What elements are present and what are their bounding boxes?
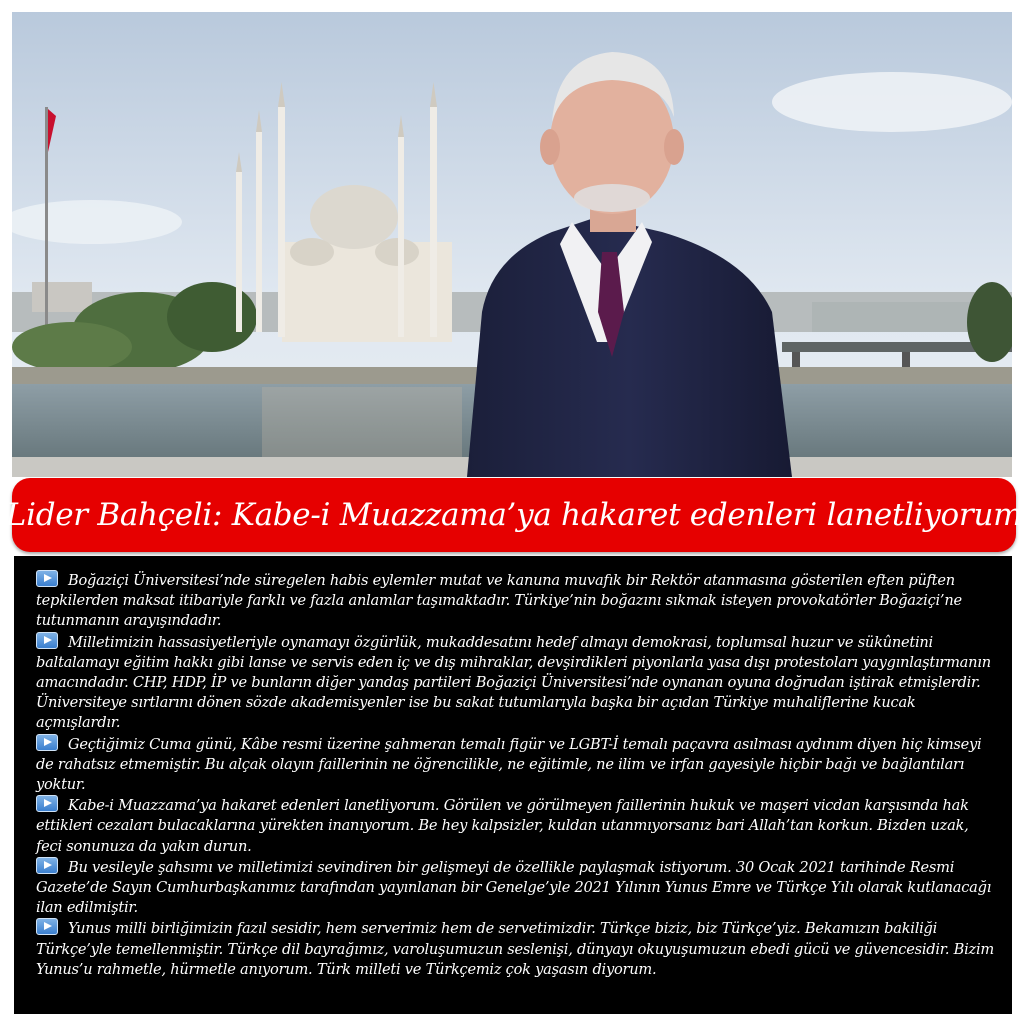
play-button-icon — [36, 734, 58, 751]
photo-illustration — [12, 12, 1012, 477]
paragraph-text: Bu vesileyle şahsımı ve milletimizi sevindiren bir gelişmeyi de özellikle paylaşmak istiyorum. 30 Ocak 2021 tarihinde Resmi Gazete’de Sayın Cumhurbaşkanımız tarafından yayınlanan bir Genelge’yle 2021 Yılının Yunus Emre ve Türkçe Yılı olarak kutlanacağı ilan edilmiştir. — [36, 858, 992, 917]
paragraph — [36, 918, 996, 980]
paragraph-text: Yunus milli birliğimizin fazıl sesidir, hem serverimiz hem de servetimizdir. Türkçe biziz, biz Türkçe’yiz. Bekamızın bakiliği Türkçe’yle temellenmiştir. Türkçe dil bayrağımız, varoluşumuzun seslenişi, dünyayı okuyuşumuzun ebedi gücü ve güvencesidir. Bizim Yunus’u rahmetle, hürmetle anıyorum. Türk milleti ve Türkçemiz çok yaşasın diyorum. — [36, 920, 995, 978]
paragraph-text: Boğaziçi Üniversitesi’nde süregelen habis eylemler mutat ve kanuna muvafık bir Rektör atanmasına gösterilen eften püften tepkilerden maksat itibariyle farklı ve fazla anlamlar taşımaktadır. Türkiye’nin boğazını sıkmak isteyen provokatörler Boğaziçi’ne tutunmanın arayışındadır. — [36, 572, 962, 630]
play-button-icon — [36, 795, 58, 812]
paragraph-text: Milletimizin hassasiyetleriyle oynamayı özgürlük, mukaddesatını hedef almayı demokrasi, toplumsal huzur ve sükûnetini baltalamayı eğitim hakkı gibi lanse ve servis eden iç ve dış mihraklar, devşirdikleri piyonlarla yasa dışı protestoları yaygınlaştırmanın amacındadır. CHP, HDP, İP ve bunların diğer yandaş partileri Boğaziçi Üniversitesi’nde oynanan oyuna doğrudan iştirak etmişlerdir. Üniversiteye sırtlarını dönen sözde akademisyenler ise bu sakat tutumlarıyla başka bir açıdan Türkiye muhaliflerine kucak açmışlardır. — [36, 633, 991, 732]
statement-text-panel — [14, 556, 1012, 1014]
paragraph-text: Kabe-i Muazzama’ya hakaret edenleri lanetliyorum. Görülen ve görülmeyen faillerinin hukuk ve maşeri vicdan karşısında hak ettikleri cezaları bulacaklarına yürekten inanıyorum. Be hey kalpsizler, kuldan utanmıyorsanız bari Allah’tan korkun. Bizden uzak, feci sonunuza da yakın durun. — [36, 797, 969, 855]
headline-title: Lider Bahçeli: Kabe-i Muazzama’ya hakaret edenleri lanetliyorum — [5, 497, 1023, 533]
play-button-icon — [36, 918, 58, 935]
play-button-icon — [36, 857, 58, 874]
paragraph — [36, 857, 996, 919]
paragraph — [36, 632, 996, 734]
play-button-icon — [36, 632, 58, 649]
headline-banner — [5, 478, 1023, 552]
paragraph — [36, 795, 996, 857]
paragraph — [36, 734, 996, 796]
paragraph-text: Geçtiğimiz Cuma günü, Kâbe resmi üzerine şahmeran temalı figür ve LGBT-İ temalı paçavra asılması aydınım diyen hiç kimseyi de rahatsız etmemiştir. Bu alçak olayın faillerinin ne öğrencilikle, ne eğitimle, ne ilim ve irfan gayesiyle hiçbir bağı ve bağlantıları yoktur. — [36, 735, 982, 794]
play-button-icon — [36, 570, 58, 587]
paragraph — [36, 570, 996, 632]
portrait-photo — [12, 12, 1012, 477]
